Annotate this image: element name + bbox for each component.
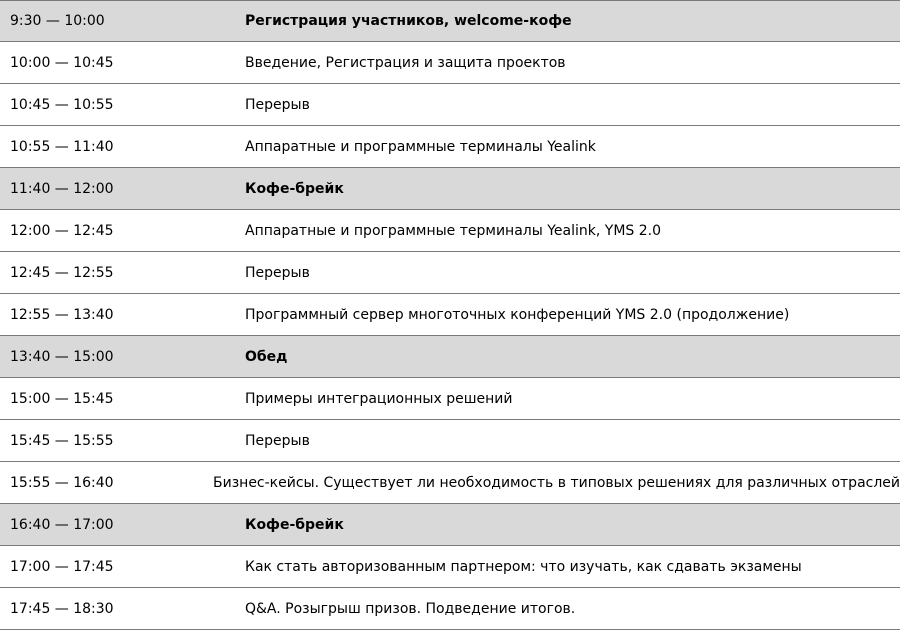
schedule-row <box>0 252 900 294</box>
time-cell: 13:40 — 15:00 <box>10 348 114 365</box>
time-cell: 12:45 — 12:55 <box>10 264 114 281</box>
event-cell: Регистрация участников, welcome-кофе <box>245 13 572 29</box>
time-cell: 17:45 — 18:30 <box>10 600 114 617</box>
time-cell: 10:45 — 10:55 <box>10 96 114 113</box>
schedule-row <box>0 126 900 168</box>
schedule-row <box>0 588 900 630</box>
event-cell: Обед <box>245 348 288 365</box>
schedule-row <box>0 378 900 420</box>
time-cell: 17:00 — 17:45 <box>10 558 114 575</box>
schedule-row <box>0 210 900 252</box>
event-cell: Аппаратные и программные терминалы Yealink <box>245 138 596 155</box>
time-cell: 16:40 — 17:00 <box>10 516 114 533</box>
schedule-row <box>0 504 900 546</box>
time-cell: 10:00 — 10:45 <box>10 54 114 71</box>
time-cell: 15:45 — 15:55 <box>10 432 114 449</box>
time-cell: 15:55 — 16:40 <box>10 474 114 491</box>
schedule-row <box>0 168 900 210</box>
event-cell: Перерыв <box>245 96 310 113</box>
event-cell: Перерыв <box>245 432 310 449</box>
event-cell: Программный сервер многоточных конференций YMS 2.0 (продолжение) <box>245 306 790 323</box>
event-cell: Как стать авторизованным партнером: что изучать, как сдавать экзамены <box>245 558 802 575</box>
event-cell: Кофе-брейк <box>245 180 344 197</box>
event-cell: Q&A. Розыгрыш призов. Подведение итогов. <box>245 600 576 617</box>
event-cell: Аппаратные и программные терминалы Yealink, YMS 2.0 <box>245 222 662 239</box>
schedule-row <box>0 294 900 336</box>
event-cell: Кофе-брейк <box>245 516 344 533</box>
schedule-row <box>0 0 900 42</box>
schedule-row <box>0 420 900 462</box>
time-cell: 11:40 — 12:00 <box>10 180 114 197</box>
time-cell: 15:00 — 15:45 <box>10 390 114 407</box>
time-cell: 10:55 — 11:40 <box>10 138 114 155</box>
event-cell: Бизнес-кейсы. Существует ли необходимость в типовых решениях для различных отраслей <box>213 474 900 491</box>
event-cell: Примеры интеграционных решений <box>245 390 513 407</box>
time-cell: 12:55 — 13:40 <box>10 306 114 323</box>
schedule-row <box>0 336 900 378</box>
time-cell: 12:00 — 12:45 <box>10 222 114 239</box>
schedule-row <box>0 42 900 84</box>
schedule-row <box>0 546 900 588</box>
schedule-row <box>0 84 900 126</box>
time-cell: 9:30 — 10:00 <box>10 13 105 29</box>
event-cell: Введение, Регистрация и защита проектов <box>245 54 566 71</box>
event-cell: Перерыв <box>245 264 310 281</box>
schedule-row <box>0 462 900 504</box>
